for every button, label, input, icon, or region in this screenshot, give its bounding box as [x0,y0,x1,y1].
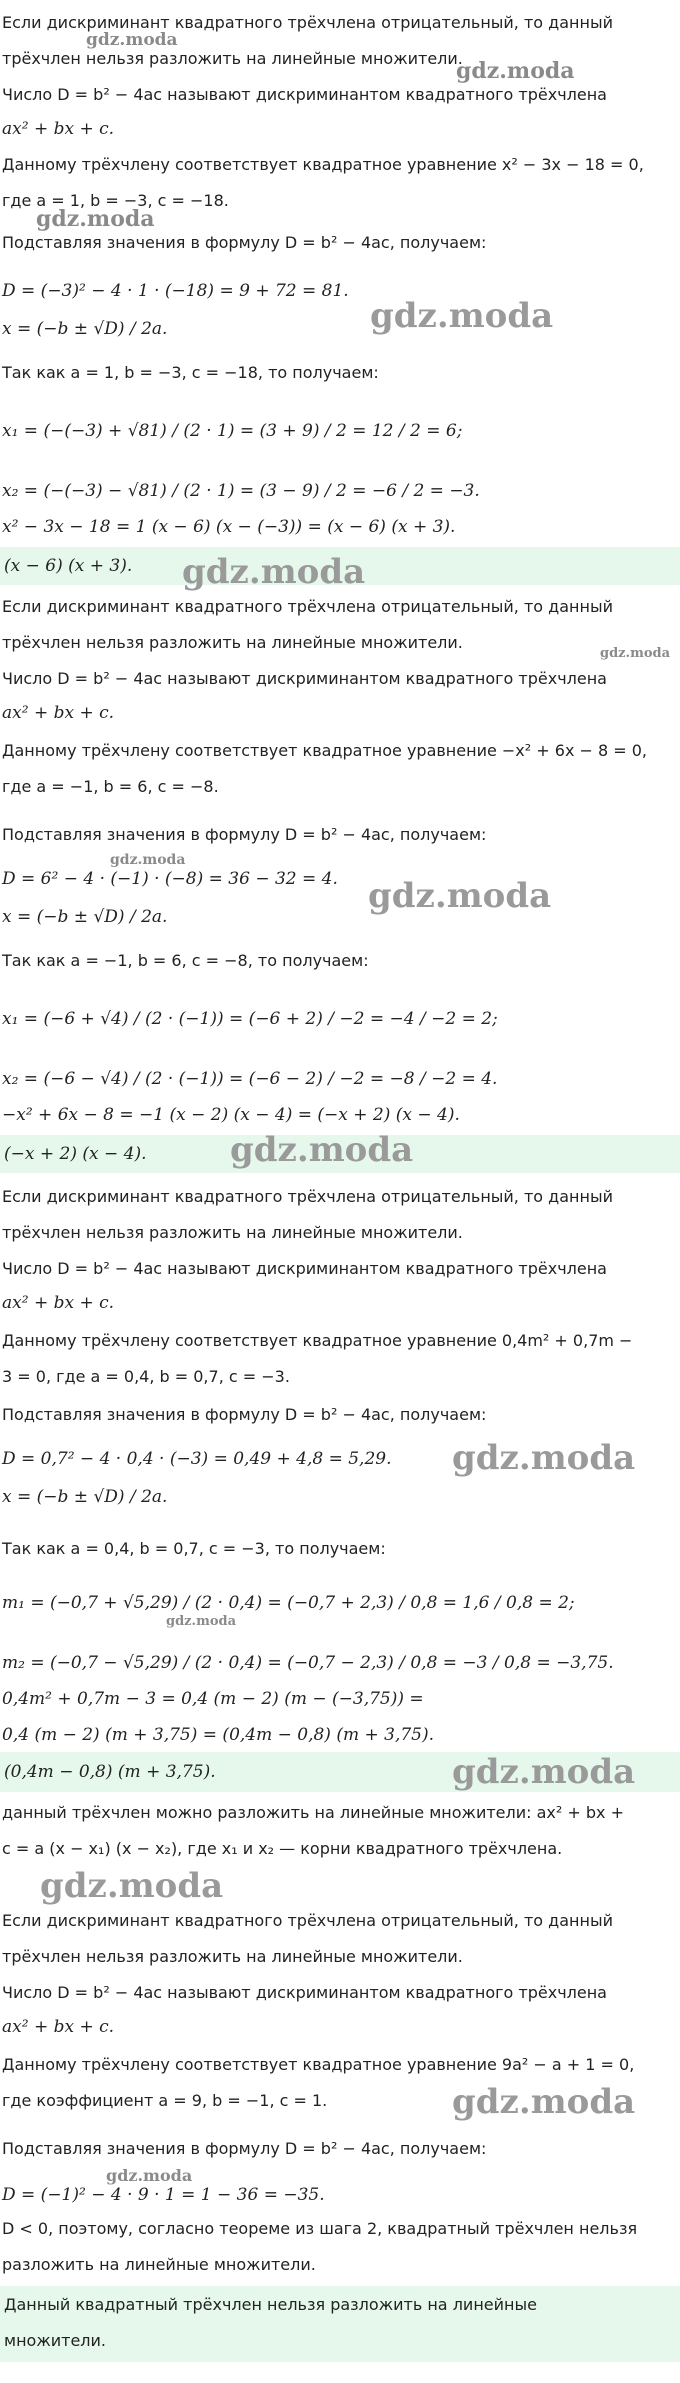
watermark: gdz.moda [166,1614,237,1629]
formula-line: x₁ = (−6 + √4) / (2 · (−1)) = (−6 + 2) / −2 = −4 / −2 = 2; [2,1009,498,1029]
watermark: gdz.moda [452,1438,636,1478]
formula-line: x = (−b ± √D) / 2a. [2,1487,168,1507]
text-line: трёхчлен нельзя разложить на линейные множители. [2,1947,463,1966]
watermark: gdz.moda [36,206,155,232]
text-line: Так как a = 0,4, b = 0,7, c = −3, то получаем: [2,1539,386,1558]
text-line: трёхчлен нельзя разложить на линейные множители. [2,49,463,68]
text-line: Данному трёхчлену соответствует квадратное уравнение −x² + 6x − 8 = 0, [2,741,648,760]
formula-line: x = (−b ± √D) / 2a. [2,319,168,339]
watermark: gdz.moda [230,1130,414,1170]
text-line: 3 = 0, где a = 0,4, b = 0,7, c = −3. [2,1367,290,1386]
answer-text: (−x + 2) (x − 4). [4,1144,147,1164]
watermark: gdz.moda [600,646,671,661]
formula-line: ax² + bx + c. [2,1293,115,1313]
watermark: gdz.moda [452,2082,636,2122]
text-line: Данному трёхчлену соответствует квадратное уравнение 0,4m² + 0,7m − [2,1331,633,1350]
formula-line: x₂ = (−(−3) − √81) / (2 · 1) = (3 − 9) / 2 = −6 / 2 = −3. [2,481,480,501]
text-line: где коэффициент a = 9, b = −1, c = 1. [2,2091,328,2110]
text-line: разложить на линейные множители. [2,2255,316,2274]
formula-line: −x² + 6x − 8 = −1 (x − 2) (x − 4) = (−x + 2) (x − 4). [2,1105,460,1125]
text-line: Если дискриминант квадратного трёхчлена отрицательный, то данный [2,1187,613,1206]
text-line: Так как a = 1, b = −3, c = −18, то получаем: [2,363,379,382]
formula-line: D = 6² − 4 · (−1) · (−8) = 36 − 32 = 4. [2,869,338,889]
watermark: gdz.moda [370,296,554,336]
text-line: трёхчлен нельзя разложить на линейные множители. [2,633,463,652]
text-line: трёхчлен нельзя разложить на линейные множители. [2,1223,463,1242]
text-line: Подставляя значения в формулу D = b² − 4ac, получаем: [2,233,487,252]
watermark: gdz.moda [452,1752,636,1792]
formula-line: ax² + bx + c. [2,2017,115,2037]
formula-line: ax² + bx + c. [2,703,115,723]
answer-text: Данный квадратный трёхчлен нельзя разложить на линейные [4,2295,537,2314]
text-line: Если дискриминант квадратного трёхчлена отрицательный, то данный [2,13,613,32]
text-line: Число D = b² − 4ac называют дискриминантом квадратного трёхчлена [2,85,607,104]
answer-text: (x − 6) (x + 3). [4,556,133,576]
formula-line: x₁ = (−(−3) + √81) / (2 · 1) = (3 + 9) / 2 = 12 / 2 = 6; [2,421,463,441]
formula-line: m₂ = (−0,7 − √5,29) / (2 · 0,4) = (−0,7 − 2,3) / 0,8 = −3 / 0,8 = −3,75. [2,1653,614,1673]
formula-line: x₂ = (−6 − √4) / (2 · (−1)) = (−6 − 2) / −2 = −8 / −2 = 4. [2,1069,498,1089]
formula-line: m₁ = (−0,7 + √5,29) / (2 · 0,4) = (−0,7 + 2,3) / 0,8 = 1,6 / 0,8 = 2; [2,1593,575,1613]
text-line: где a = −1, b = 6, c = −8. [2,777,219,796]
formula-line: D = (−1)² − 4 · 9 · 1 = 1 − 36 = −35. [2,2185,325,2205]
text-line: данный трёхчлен можно разложить на линейные множители: ax² + bx + [2,1803,624,1822]
text-line: Подставляя значения в формулу D = b² − 4ac, получаем: [2,825,487,844]
answer-box-4 [0,2286,680,2362]
text-line: Данному трёхчлену соответствует квадратное уравнение 9a² − a + 1 = 0, [2,2055,635,2074]
watermark: gdz.moda [86,30,178,50]
text-line: Так как a = −1, b = 6, c = −8, то получаем: [2,951,369,970]
watermark: gdz.moda [40,1866,224,1906]
answer-text: (0,4m − 0,8) (m + 3,75). [4,1762,216,1782]
watermark: gdz.moda [182,552,366,592]
formula-line: 0,4m² + 0,7m − 3 = 0,4 (m − 2) (m − (−3,75)) = [2,1689,424,1709]
watermark: gdz.moda [110,852,186,868]
text-line: Число D = b² − 4ac называют дискриминантом квадратного трёхчлена [2,1259,607,1278]
text-line: Число D = b² − 4ac называют дискриминантом квадратного трёхчлена [2,669,607,688]
text-line: c = a (x − x₁) (x − x₂), где x₁ и x₂ — корни квадратного трёхчлена. [2,1839,563,1858]
text-line: Если дискриминант квадратного трёхчлена отрицательный, то данный [2,1911,613,1930]
text-line: Подставляя значения в формулу D = b² − 4ac, получаем: [2,2139,487,2158]
formula-line: x² − 3x − 18 = 1 (x − 6) (x − (−3)) = (x − 6) (x + 3). [2,517,456,537]
watermark: gdz.moda [456,58,575,84]
text-line: Число D = b² − 4ac называют дискриминантом квадратного трёхчлена [2,1983,607,2002]
text-line: Если дискриминант квадратного трёхчлена отрицательный, то данный [2,597,613,616]
text-line: D < 0, поэтому, согласно теореме из шага 2, квадратный трёхчлен нельзя [2,2219,638,2238]
text-line: где a = 1, b = −3, c = −18. [2,191,229,210]
watermark: gdz.moda [368,876,552,916]
text-line: Подставляя значения в формулу D = b² − 4ac, получаем: [2,1405,487,1424]
watermark: gdz.moda [106,2166,193,2185]
formula-line: D = (−3)² − 4 · 1 · (−18) = 9 + 72 = 81. [2,281,349,301]
answer-text: множители. [4,2331,107,2350]
formula-line: 0,4 (m − 2) (m + 3,75) = (0,4m − 0,8) (m + 3,75). [2,1725,435,1745]
text-line: Данному трёхчлену соответствует квадратное уравнение x² − 3x − 18 = 0, [2,155,644,174]
formula-line: ax² + bx + c. [2,119,115,139]
formula-line: D = 0,7² − 4 · 0,4 · (−3) = 0,49 + 4,8 = 5,29. [2,1449,392,1469]
formula-line: x = (−b ± √D) / 2a. [2,907,168,927]
